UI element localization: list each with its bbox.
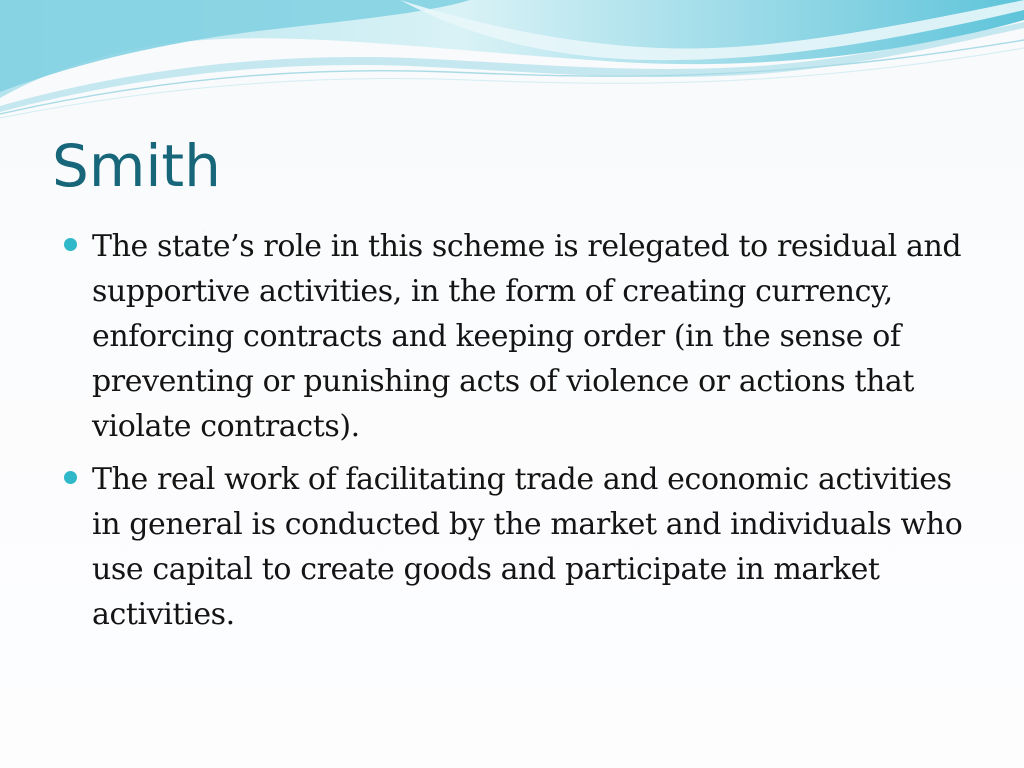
bullet-list <box>62 224 982 645</box>
bullet-dot-icon <box>64 471 77 484</box>
header-wave-decoration <box>0 0 1024 130</box>
bullet-dot-icon <box>64 238 77 251</box>
slide-title: Smith <box>52 132 221 200</box>
bullet-item <box>62 457 982 637</box>
bullet-text: The state’s role in this scheme is relegated to residual and supportive activities, in the form of creating currency, enforcing contracts and keeping order (in the sense of preventing or punishing acts of violence or actions that violate contracts). <box>92 229 962 444</box>
bullet-text: The real work of facilitating trade and economic activities in general is conducted by the market and individuals who use capital to create goods and participate in market activities. <box>92 462 963 632</box>
bullet-item <box>62 224 982 449</box>
